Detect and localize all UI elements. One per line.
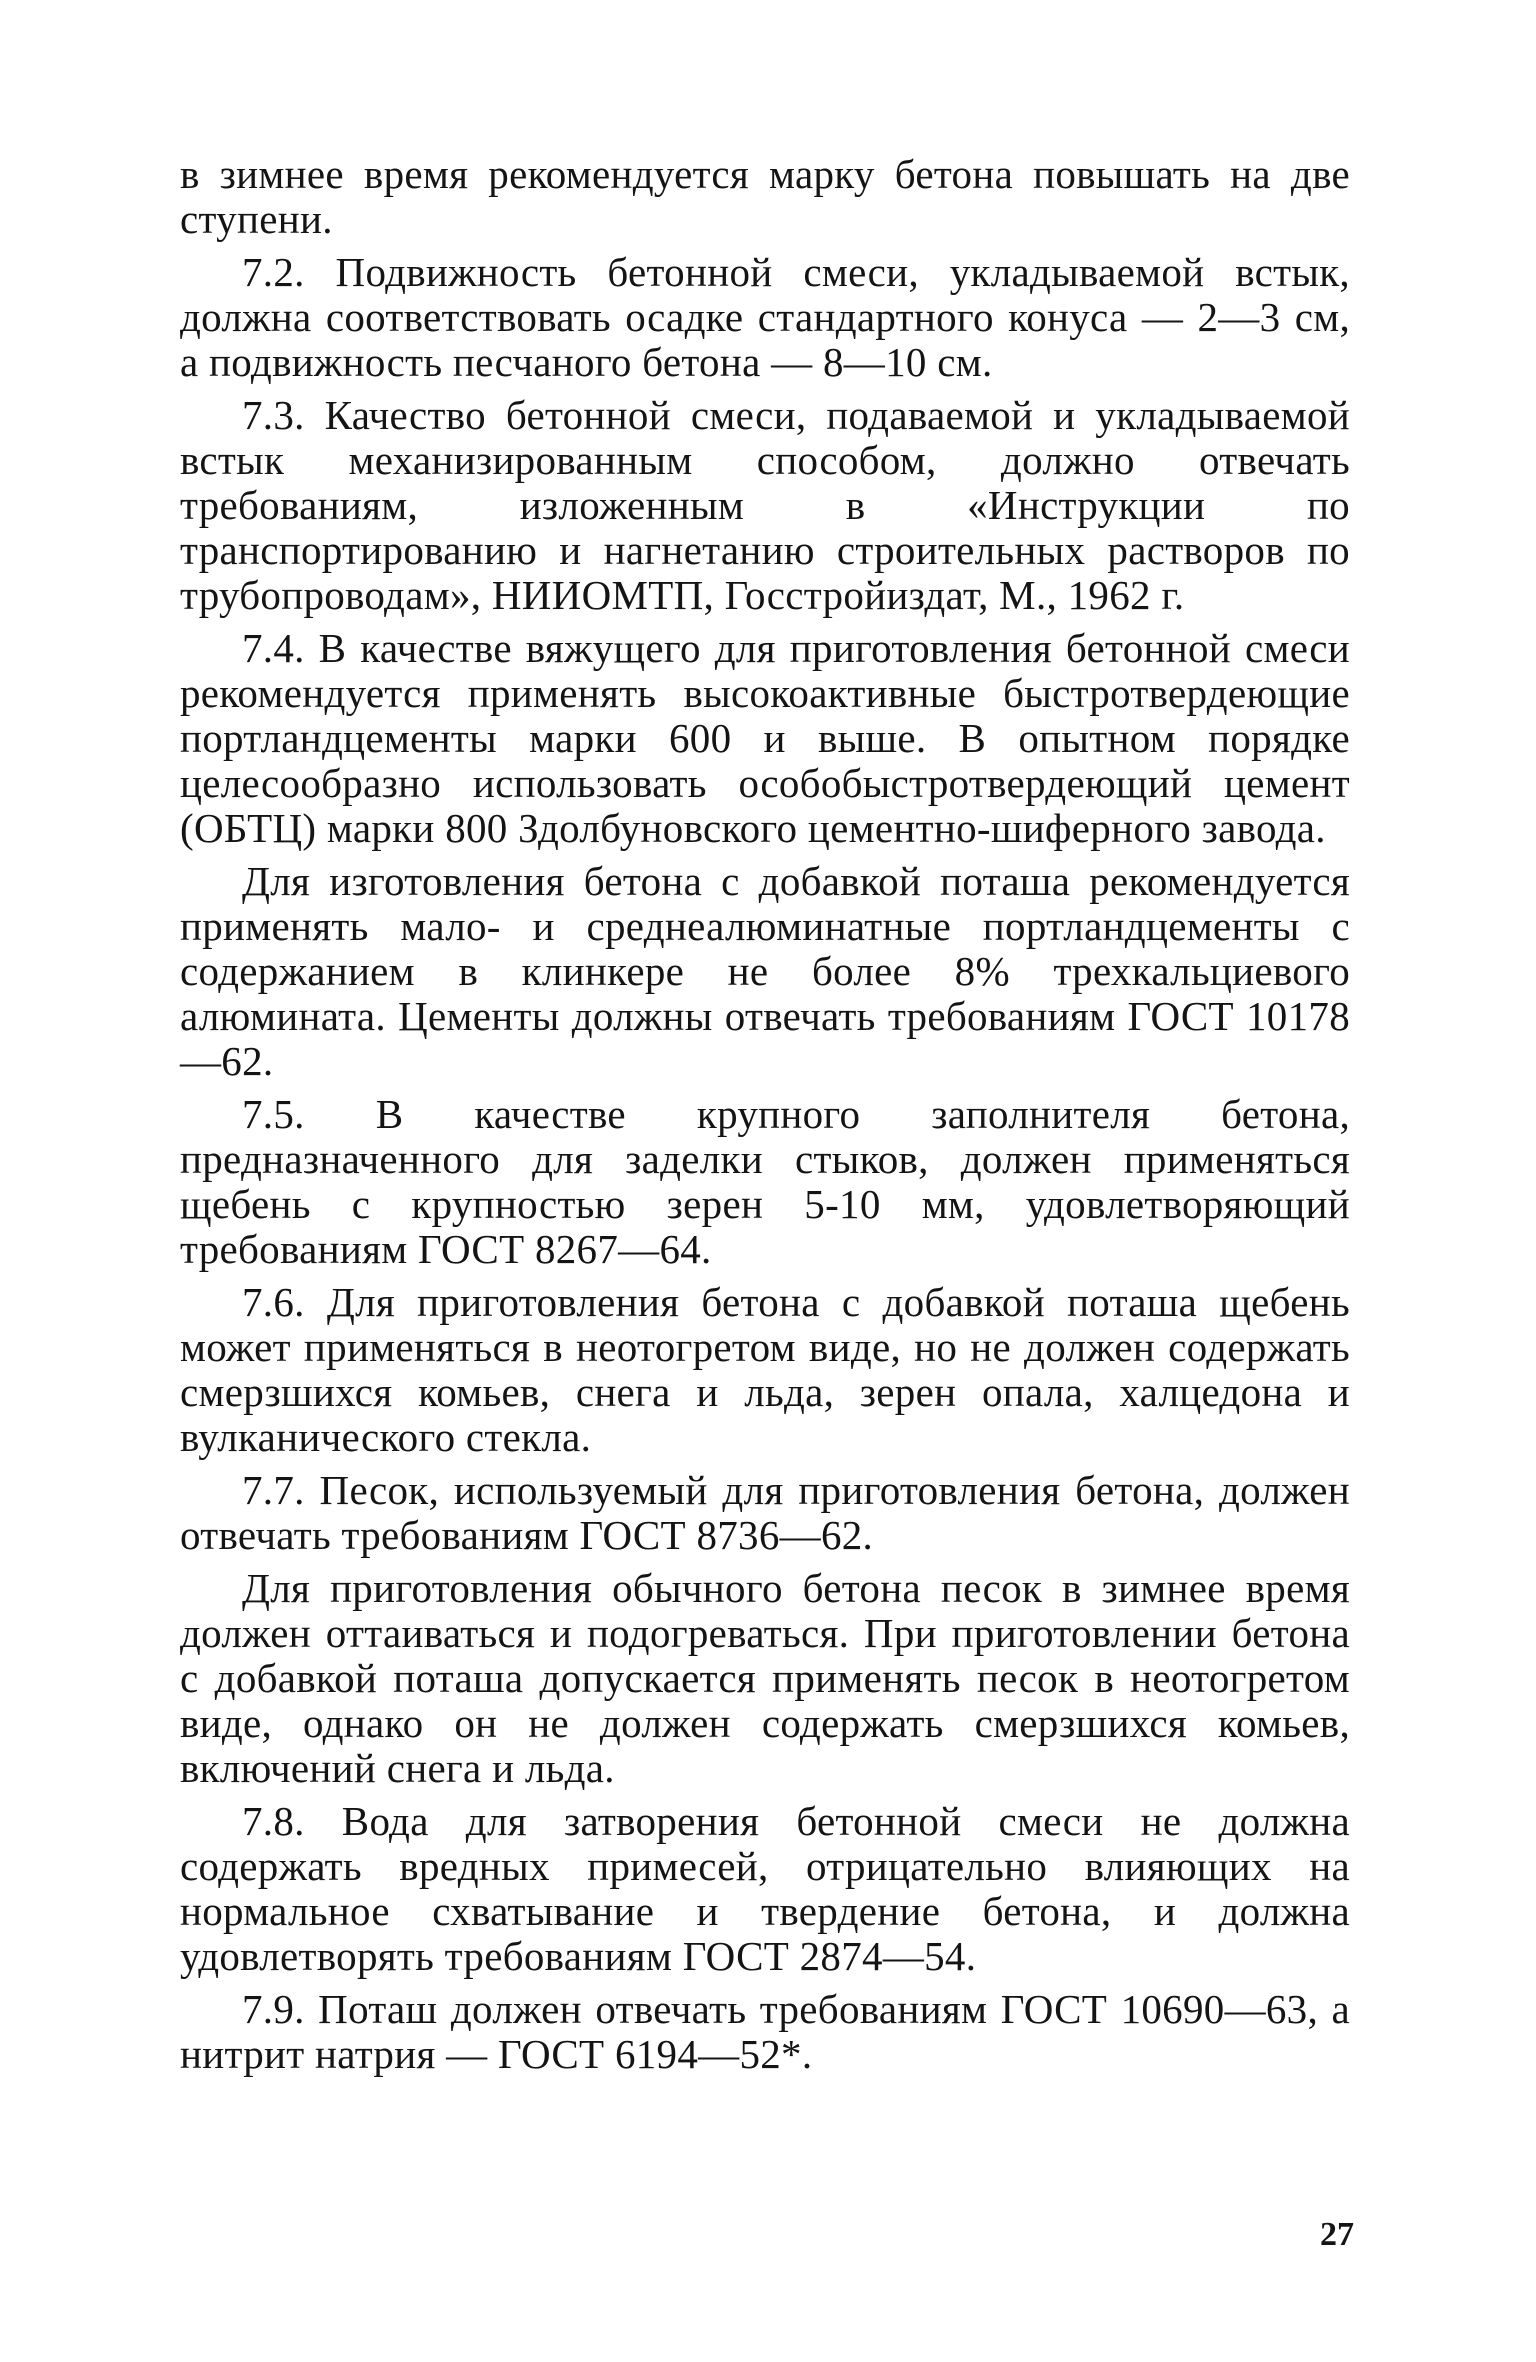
section-number: 7.4. xyxy=(242,625,305,671)
paragraph-7-7 xyxy=(180,1468,1350,1558)
paragraph-text: Для изготовления бетона с добавкой поташа рекомендуется применять мало- и среднеалюминатные портландцементы с содержанием в клинкере не более 8% трехкальциевого алюмината. Цементы должны отвечать требованиям ГОСТ 10178—62. xyxy=(180,858,1350,1084)
page-body xyxy=(180,152,1350,2077)
page-number: 27 xyxy=(1320,2216,1354,2253)
paragraph-text: Вода для затворения бетонной смеси не должна содержать вредных примесей, отрицательно влияющих на нормальное схватывание и твердение бетона, и должна удовлетворять требованиям ГОСТ 2874—54. xyxy=(180,1798,1350,1979)
paragraph-text: Для приготовления обычного бетона песок в зимнее время должен оттаиваться и подогреваться. При приготовлении бетона с добавкой поташа допускается применять песок в неотогретом виде, однако он не должен содержать смерзшихся комьев, включений снега и льда. xyxy=(180,1565,1350,1791)
paragraph-potash-cement xyxy=(180,859,1350,1084)
section-number: 7.2. xyxy=(242,249,305,295)
paragraph-7-5 xyxy=(180,1092,1350,1272)
paragraph-text: Поташ должен отвечать требованиям ГОСТ 10690—63, а нитрит натрия — ГОСТ 6194—52*. xyxy=(180,1986,1350,2077)
paragraph-text: В качестве крупного заполнителя бетона, предназначенного для заделки стыков, должен применяться щебень с крупностью зерен 5-10 мм, удовлетворяющий требованиям ГОСТ 8267—64. xyxy=(180,1091,1350,1272)
paragraph-text: Для приготовления бетона с добавкой поташа щебень может применяться в неотогретом виде, но не должен содержать смерзшихся комьев, снега и льда, зерен опала, халцедона и вулканического стекла. xyxy=(180,1279,1350,1460)
paragraph-text: Качество бетонной смеси, подаваемой и укладываемой встык механизированным способом, должно отвечать требованиям, изложенным в «Инструкции по транспортированию и нагнетанию строительных растворов по трубопроводам», НИИОМТП, Госстройиздат, М., 1962 г. xyxy=(180,392,1350,618)
section-number: 7.3. xyxy=(242,392,305,438)
paragraph-7-8 xyxy=(180,1799,1350,1979)
section-number: 7.8. xyxy=(242,1798,305,1844)
paragraph-7-9 xyxy=(180,1987,1350,2077)
section-number: 7.7. xyxy=(242,1467,305,1513)
section-number: 7.6. xyxy=(242,1279,305,1325)
paragraph-7-4 xyxy=(180,626,1350,851)
paragraph-text: в зимнее время рекомендуется марку бетона повышать на две ступени. xyxy=(180,151,1350,242)
paragraph-text: В качестве вяжущего для приготовления бетонной смеси рекомендуется применять высокоактивные быстротвердеющие портландцементы марки 600 и выше. В опытном порядке целесообразно использовать особобыстротвердеющий цемент (ОБТЦ) марки 800 Здолбуновского цементно-шиферного завода. xyxy=(180,625,1350,851)
paragraph-7-6 xyxy=(180,1280,1350,1460)
paragraph-7-3 xyxy=(180,393,1350,618)
paragraph-sand-winter xyxy=(180,1566,1350,1791)
paragraph-text: Песок, используемый для приготовления бетона, должен отвечать требованиям ГОСТ 8736—62. xyxy=(180,1467,1350,1558)
paragraph-7-2 xyxy=(180,250,1350,385)
section-number: 7.5. xyxy=(242,1091,305,1137)
paragraph-continuation xyxy=(180,152,1350,242)
section-number: 7.9. xyxy=(242,1986,305,2032)
paragraph-text: Подвижность бетонной смеси, укладываемой встык, должна соответствовать осадке стандартного конуса — 2—3 см, а подвижность песчаного бетона — 8—10 см. xyxy=(180,249,1350,385)
